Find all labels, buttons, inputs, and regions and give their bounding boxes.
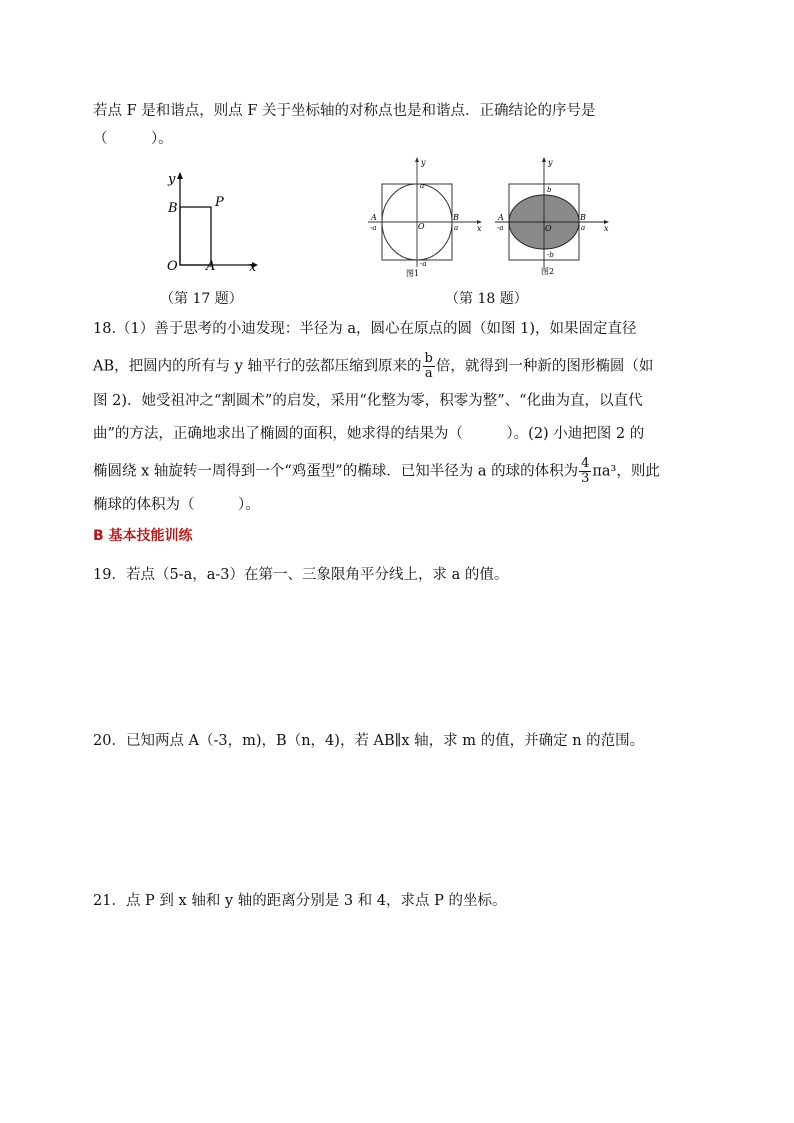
q17-figure [160,165,260,280]
frac-denominator: a [424,366,433,381]
q18-line5-post: πa³，则此 [592,463,660,480]
fig2-label-x: x [604,224,609,233]
q17-y-arrow [177,172,183,179]
q18-caption: （第 18 题） [445,291,528,307]
q20-text: 20．已知两点 A（-3，m)，B（n，4)，若 AB∥x 轴，求 m 的值，并确定 n 的范围。 [93,733,645,749]
fig2-label-neg-b-bottom: -b [547,251,554,259]
fig1-label-a-point: A [371,213,377,222]
q18-fraction-b-over-a [423,352,435,381]
frac-numerator: 4 [581,456,590,471]
q18-text-line3: 图 2)．她受祖冲之“割圆术”的启发，采用“化整为零，积零为整”、“化曲为直，以直代 [93,393,643,409]
q18-line2-pre: AB，把圆内的所有与 y 轴平行的弦都压缩到原来的 [93,358,422,375]
q18-figure-1 [362,155,487,280]
fig1-label-x: x [477,224,482,233]
q18-line5-pre: 椭圆绕 x 轴旋转一周得到一个“鸡蛋型”的椭球．已知半径为 a 的球的体积为 [93,463,579,480]
q17-text-line1: 若点 F 是和谐点，则点 F 关于坐标轴的对称点也是和谐点．正确结论的序号是 [93,103,596,119]
q18-figure-2 [489,155,614,280]
q17-label-a: A [206,259,216,274]
frac-numerator: b [424,351,433,366]
q17-label-o: O [167,259,178,274]
q17-label-y: y [168,172,176,187]
fig2-label-y: y [548,158,553,167]
fig1-label-neg-a-left: -a [370,224,377,232]
fig2-label-a-right: a [581,224,586,232]
fig2-label-b-top: b [547,186,552,194]
fig2-label-neg-a-left: -a [497,224,504,232]
fig2-label-o: O [545,224,552,233]
fig1-y-arrow [415,157,419,162]
q17-rectangle [180,207,211,265]
fig1-label-neg-a-bottom: -a [420,260,427,268]
q18-text-line4: 曲”的方法，正确地求出了椭圆的面积，她求得的结果为（ ）。(2) 小迪把图 2 的 [93,426,645,442]
q18-fraction-4-over-3 [579,457,591,486]
q17-label-p: P [215,195,224,210]
q18-text-line5 [93,457,660,486]
fig2-label-b-point: B [580,213,586,222]
q17-label-x: x [249,260,257,275]
q19-text: 19．若点（5-a，a-3）在第一、三象限角平分线上，求 a 的值。 [93,567,509,583]
q18-text-line1: 18.（1）善于思考的小迪发现：半径为 a，圆心在原点的圆（如图 1)，如果固定直径 [93,321,637,337]
fig2-label-a-point: A [498,213,504,222]
section-b-heading: B 基本技能训练 [93,528,193,544]
frac-denominator: 3 [581,471,590,486]
fig1-label-o: O [418,222,425,231]
fig1-label-a-top: a [420,182,425,190]
q17-text-line2: （ ）。 [93,131,173,147]
fig2-caption: 图2 [541,267,555,276]
fig1-label-b-point: B [453,213,459,222]
q21-text: 21．点 P 到 x 轴和 y 轴的距离分别是 3 和 4，求点 P 的坐标。 [93,893,507,909]
q18-line2-post: 倍，就得到一种新的图形椭圆（如 [435,358,654,375]
q17-caption: （第 17 题） [160,291,243,307]
q18-text-line2 [93,352,653,381]
q17-label-b: B [168,201,178,216]
q18-text-line6: 椭球的体积为（ ）。 [93,497,260,513]
fig2-y-arrow [542,157,546,162]
fig1-label-a-right: a [454,224,459,232]
fig1-caption: 图1 [406,269,420,278]
fig1-label-y: y [421,158,426,167]
